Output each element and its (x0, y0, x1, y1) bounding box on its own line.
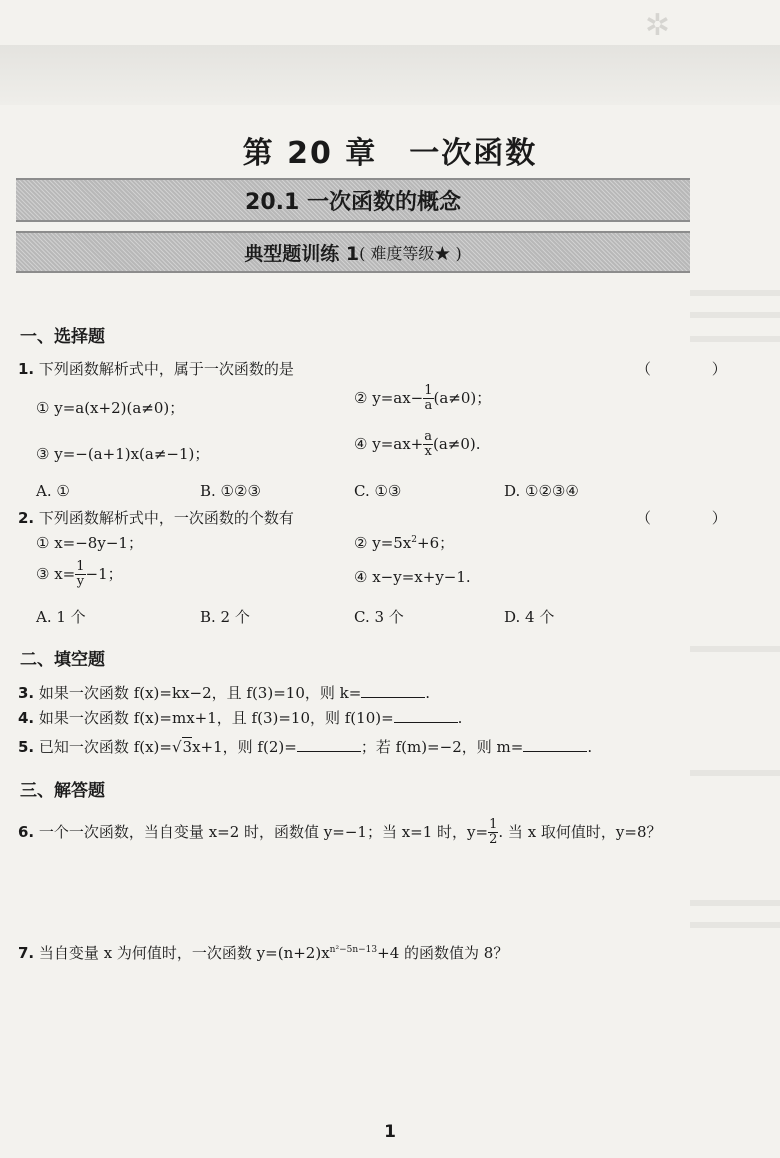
bleed-line (690, 922, 780, 928)
question-6 (18, 818, 662, 848)
page-number: 1 (384, 1122, 396, 1142)
q1-item-1: ① y=a(x+2)(a≠0)； (36, 399, 185, 417)
practice-banner (16, 231, 690, 273)
question-number: 2. (18, 509, 35, 527)
question-2 (18, 507, 294, 528)
fraction (423, 384, 433, 414)
question-3 (18, 682, 430, 703)
difficulty-label: ( 难度等级★ ) (359, 243, 462, 263)
answer-blank[interactable] (523, 737, 587, 752)
item-text: ③ x= (36, 564, 76, 583)
q1-item-4 (354, 430, 481, 460)
fraction (75, 560, 85, 590)
q2-option-a: A. 1 个 (36, 608, 86, 626)
item-text: (a≠0)； (433, 388, 492, 407)
bleed-line (690, 336, 780, 342)
q1-option-d: D. ①②③④ (504, 482, 579, 500)
denominator: y (76, 574, 85, 590)
question-number: 3. (18, 684, 35, 702)
question-1 (18, 358, 294, 379)
answer-paren: （ ） (636, 509, 755, 527)
numerator: a (424, 429, 432, 444)
q2-option-c: C. 3 个 (354, 608, 404, 626)
q1-option-a: A. ① (36, 482, 70, 500)
question-text: x+1，则 f(2)= (192, 738, 297, 756)
question-text: 一个一次函数，当自变量 x=2 时，函数值 y=−1；当 x=1 时，y= (38, 822, 489, 841)
section-banner (16, 178, 690, 222)
q2-item-2 (354, 532, 454, 553)
bleed-line (690, 290, 780, 296)
numerator: 1 (424, 383, 433, 398)
item-text: ② y=5x (354, 534, 412, 552)
q1-option-b: B. ①②③ (200, 482, 261, 500)
header-bleed (0, 45, 780, 105)
answer-blank[interactable] (394, 708, 458, 723)
denominator: a (424, 398, 433, 414)
fraction (423, 430, 433, 460)
section-heading-fill: 二、填空题 (20, 650, 105, 670)
question-text: . (457, 709, 463, 727)
answer-blank[interactable] (361, 683, 425, 698)
q1-item-2 (354, 384, 491, 414)
item-text: ② y=ax− (354, 388, 424, 407)
question-text: 当自变量 x 为何值时，一次函数 y=(n+2)x (38, 944, 330, 962)
question-7 (18, 942, 508, 963)
question-text: . (425, 684, 431, 702)
denominator: x (424, 444, 432, 460)
item-text: −1； (85, 564, 123, 583)
question-number: 5. (18, 738, 35, 756)
section-heading-choice: 一、选择题 (20, 327, 105, 347)
question-text: 如果一次函数 f(x)=mx+1，且 f(3)=10，则 f(10)= (38, 709, 394, 727)
item-text: ④ y=ax+ (354, 434, 424, 453)
question-text: ；若 f(m)=−2，则 m= (360, 738, 524, 756)
question-4 (18, 707, 462, 728)
question-number: 7. (18, 944, 35, 962)
bleed-line (690, 312, 780, 318)
question-text: +4 的函数值为 8？ (377, 944, 509, 962)
q1-item-3: ③ y=−(a+1)x(a≠−1)； (36, 445, 210, 463)
q2-item-4: ④ x−y=x+y−1. (354, 568, 471, 586)
bleed-line (690, 646, 780, 652)
bleed-line (690, 770, 780, 776)
q2-item-1: ① x=−8y−1； (36, 534, 143, 552)
numerator: 1 (76, 559, 85, 574)
fraction (488, 818, 498, 848)
question-text: 如果一次函数 f(x)=kx−2，且 f(3)=10，则 k= (38, 684, 362, 702)
superscript: 2 (411, 535, 417, 545)
question-text: . (587, 738, 593, 756)
answer-paren: （ ） (636, 360, 755, 378)
q1-option-c: C. ①③ (354, 482, 402, 500)
question-text: 已知一次函数 f(x)= (38, 738, 172, 756)
question-number: 6. (18, 822, 35, 841)
question-number: 1. (18, 360, 35, 378)
question-text: . 当 x 取何值时，y=8？ (498, 822, 662, 841)
numerator: 1 (489, 817, 498, 832)
q2-option-b: B. 2 个 (200, 608, 250, 626)
chapter-title: 第 20 章 一次函数 (242, 136, 538, 171)
item-text: (a≠0). (433, 434, 481, 453)
question-5 (18, 736, 592, 757)
logo-icon: ✲ (644, 8, 670, 43)
practice-title: 典型题训练 1 (244, 242, 360, 265)
section-title: 20.1 一次函数的概念 (245, 189, 461, 215)
bleed-line (690, 900, 780, 906)
denominator: 2 (489, 832, 498, 848)
superscript: n²−5n−13 (329, 945, 378, 955)
q2-option-d: D. 4 个 (504, 608, 555, 626)
question-number: 4. (18, 709, 35, 727)
item-text: +6； (417, 534, 455, 552)
answer-blank[interactable] (297, 737, 361, 752)
question-text: 下列函数解析式中，属于一次函数的是 (38, 360, 294, 378)
sqrt-value: 3 (182, 738, 193, 756)
q2-item-3 (36, 560, 123, 590)
section-heading-answer: 三、解答题 (20, 781, 105, 801)
sqrt-symbol: √ (171, 738, 182, 756)
question-text: 下列函数解析式中，一次函数的个数有 (38, 509, 294, 527)
